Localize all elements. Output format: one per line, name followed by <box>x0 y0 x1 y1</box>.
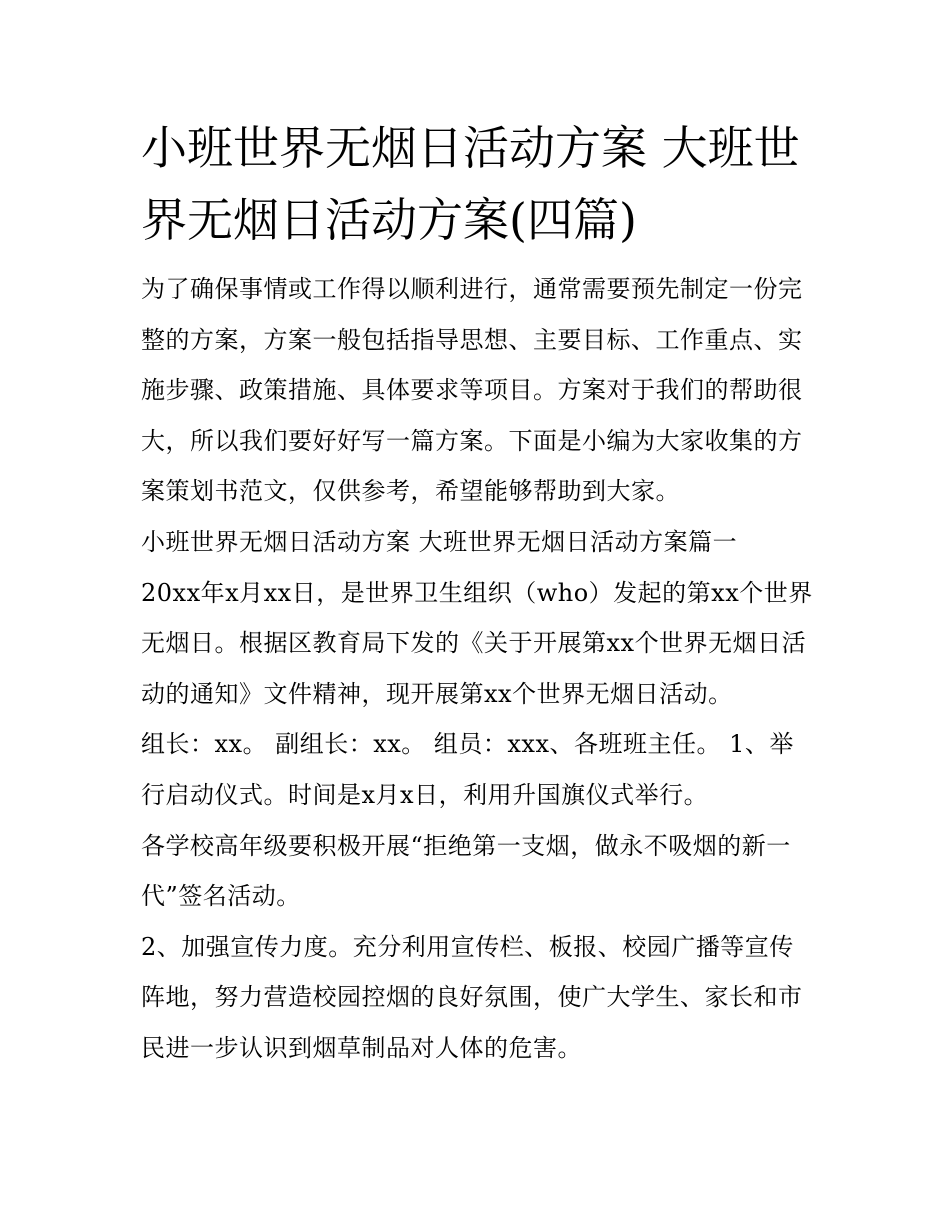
document-title: 小班世界无烟日活动方案 大班世界无烟日活动方案(四篇) <box>141 121 800 247</box>
body-paragraph: 20xx年x月xx日，是世界卫生组织（who）发起的第xx个世界无烟日。根据区教育局下发的《关于开展第xx个世界无烟日活动的通知》文件精神，现开展第xx个世界无烟日活动。 <box>141 578 813 708</box>
section-heading: 小班世界无烟日活动方案 大班世界无烟日活动方案篇一 <box>141 527 738 556</box>
body-paragraph: 组长：xx。 副组长：xx。 组员：xxx、各班班主任。 1、举行启动仪式。时间是x月x日，利用升国旗仪式举行。 <box>141 730 794 809</box>
body-paragraph: 各学校高年级要积极开展“拒绝第一支烟，做永不吸烟的新一代”签名活动。 <box>141 831 791 911</box>
intro-paragraph: 为了确保事情或工作得以顺利进行，通常需要预先制定一份完整的方案，方案一般包括指导思想、主要目标、工作重点、实施步骤、政策措施、具体要求等项目。方案对于我们的帮助很大，所以我们要好好写一篇方案。下面是小编为大家收集的方案策划书范文，仅供参考，希望能够帮助到大家。 <box>141 275 803 506</box>
document-content <box>141 112 813 1074</box>
body-paragraph: 2、加强宣传力度。充分利用宣传栏、板报、校园广播等宣传阵地，努力营造校园控烟的良好氛围，使广大学生、家长和市民进一步认识到烟草制品对人体的危害。 <box>141 932 803 1062</box>
